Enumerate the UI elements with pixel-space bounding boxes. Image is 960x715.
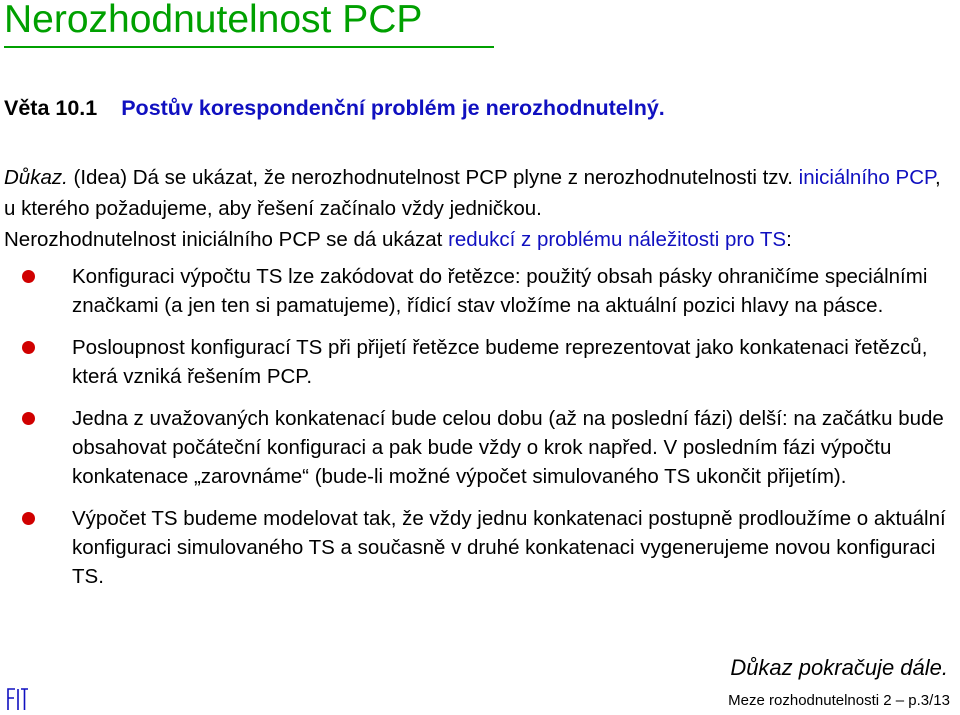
bullet-list <box>16 262 946 604</box>
proof-text-1b: , u kterého požadujeme, aby řešení začínalo vždy jedničkou. <box>4 166 941 220</box>
proof-text-2a: Nerozhodnutelnost iniciálního PCP se dá ukázat <box>4 228 449 251</box>
list-item <box>16 504 946 591</box>
bullet-dot-icon <box>22 512 35 525</box>
theorem <box>4 96 665 121</box>
proof-text-2b: : <box>786 228 792 251</box>
fit-logo-icon <box>5 686 29 712</box>
list-item <box>16 262 946 320</box>
bullet-dot-icon <box>22 341 35 354</box>
bullet-dot-icon <box>22 270 35 283</box>
proof-keyword: Důkaz. <box>4 166 68 189</box>
proof-text-1a: (Idea) Dá se ukázat, že nerozhodnutelnost PCP plyne z nerozhodnutelnosti tzv. <box>67 166 799 189</box>
list-item-text: Výpočet TS budeme modelovat tak, že vždy jednu konkatenaci postupně prodloužíme o aktuální konfiguraci simulovaného TS a současně v druhé konkatenaci vygenerujeme novou konfiguraci TS. <box>72 507 946 588</box>
list-item <box>16 333 946 391</box>
list-item-text: Konfiguraci výpočtu TS lze zakódovat do řetězce: použitý obsah pásky ohraničíme speciálními značkami (a jen ten si pamatujeme), řídicí stav vložíme na aktuální pozici hlavy na pásce. <box>72 265 928 317</box>
proof-term-reduction: redukcí z problému náležitosti pro TS <box>448 228 787 251</box>
list-item-text: Jedna z uvažovaných konkatenací bude celou dobu (až na poslední fázi) delší: na začátku bude obsahovat počáteční konfiguraci a pak bude vždy o krok napřed. V posledním fázi výpočtu konkatenace „zarovnáme“ (bude-li možné výpočet simulovaného TS ukončit přijetím). <box>72 407 944 488</box>
proof-paragraph <box>4 162 944 255</box>
title-underline <box>4 46 494 48</box>
bullet-dot-icon <box>22 412 35 425</box>
proof-continues-note: Důkaz pokračuje dále. <box>730 655 948 680</box>
theorem-statement: Postův korespondenční problém je nerozhodnutelný. <box>121 96 665 120</box>
proof-term-initial-pcp: iniciálního PCP <box>798 166 936 189</box>
list-item <box>16 404 946 491</box>
slide-title: Nerozhodnutelnost PCP <box>4 0 423 41</box>
theorem-label: Věta 10.1 <box>4 96 98 120</box>
list-item-text: Posloupnost konfigurací TS při přijetí řetězce budeme reprezentovat jako konkatenaci řetězců, která vzniká řešením PCP. <box>72 336 928 388</box>
footer-page-info: Meze rozhodnutelnosti 2 – p.3/13 <box>728 692 950 709</box>
